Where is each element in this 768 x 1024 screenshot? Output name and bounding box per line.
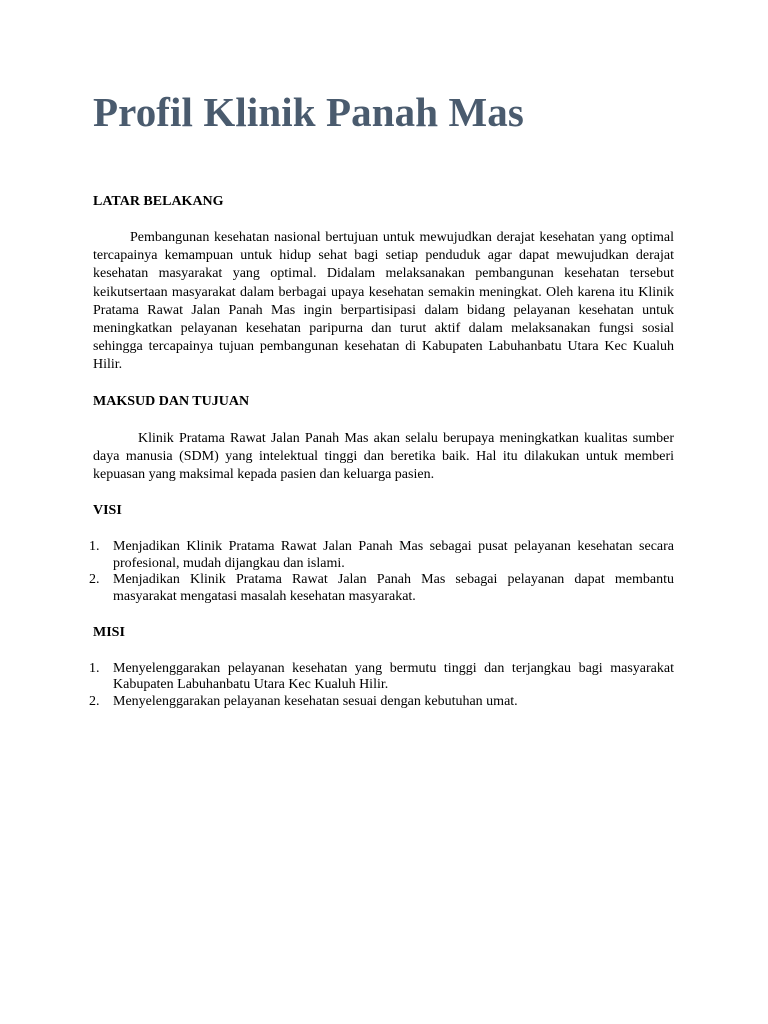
section-heading-visi: VISI xyxy=(93,503,122,519)
list-item-number: 2. xyxy=(89,572,100,588)
list-item-number: 1. xyxy=(89,660,100,676)
document-title: Profil Klinik Panah Mas xyxy=(93,89,524,135)
paragraph-maksud-tujuan: Klinik Pratama Rawat Jalan Panah Mas akan selalu berupaya meningkatkan kualitas sumber daya manusia (SDM) yang intelektual tinggi dan beretika baik. Hal itu dilakukan untuk memberi kepuasan yang maksimal kepada pasien dan keluarga pasien. xyxy=(93,430,674,483)
document-page xyxy=(89,88,674,710)
section-heading-latar-belakang: LATAR BELAKANG xyxy=(93,194,224,209)
list-item-number: 2. xyxy=(89,693,100,709)
section-heading-misi: MISI xyxy=(93,624,125,640)
list-item xyxy=(89,693,674,711)
list-item-text: Menyelenggarakan pelayanan kesehatan sesuai dengan kebutuhan umat. xyxy=(113,693,518,709)
list-item-text: Menjadikan Klinik Pratama Rawat Jalan Panah Mas sebagai pusat pelayanan kesehatan secara profesional, mudah dijangkau dan islami. xyxy=(113,539,674,571)
misi-list xyxy=(89,660,674,711)
visi-list xyxy=(89,539,674,605)
paragraph-latar-belakang: Pembangunan kesehatan nasional bertujuan untuk mewujudkan derajat kesehatan yang optimal tercapainya kemampuan untuk hidup sehat bagi setiap penduduk agar dapat mewujudkan derajat kesehatan masyarakat yang optimal. Didalam melaksanakan pembangunan kesehatan tersebut keikutsertaan masyarakat dalam berbagai upaya kesehatan semakin meningkat. Oleh karena itu Klinik Pratama Rawat Jalan Panah Mas ingin berpartisipasi dalam bidang pelayanan kesehatan untuk meningkatkan pelayanan kesehatan paripurna dan turut aktif dalam melaksanakan fungsi sosial sehingga tercapainya tujuan pembangunan kesehatan di Kabupaten Labuhanbatu Utara Kec Kualuh Hilir. xyxy=(93,230,674,373)
section-heading-maksud-tujuan: MAKSUD DAN TUJUAN xyxy=(93,393,250,409)
list-item xyxy=(89,539,674,572)
list-item-number: 1. xyxy=(89,539,100,555)
list-item xyxy=(89,572,674,605)
list-item-text: Menyelenggarakan pelayanan kesehatan yang bermutu tinggi dan terjangkau bagi masyarakat Kabupaten Labuhanbatu Utara Kec Kualuh Hilir. xyxy=(113,660,674,693)
list-item-text: Menjadikan Klinik Pratama Rawat Jalan Panah Mas sebagai pelayanan dapat membantu masyarakat mengatasi masalah kesehatan masyarakat. xyxy=(113,572,674,605)
list-item xyxy=(89,660,674,694)
